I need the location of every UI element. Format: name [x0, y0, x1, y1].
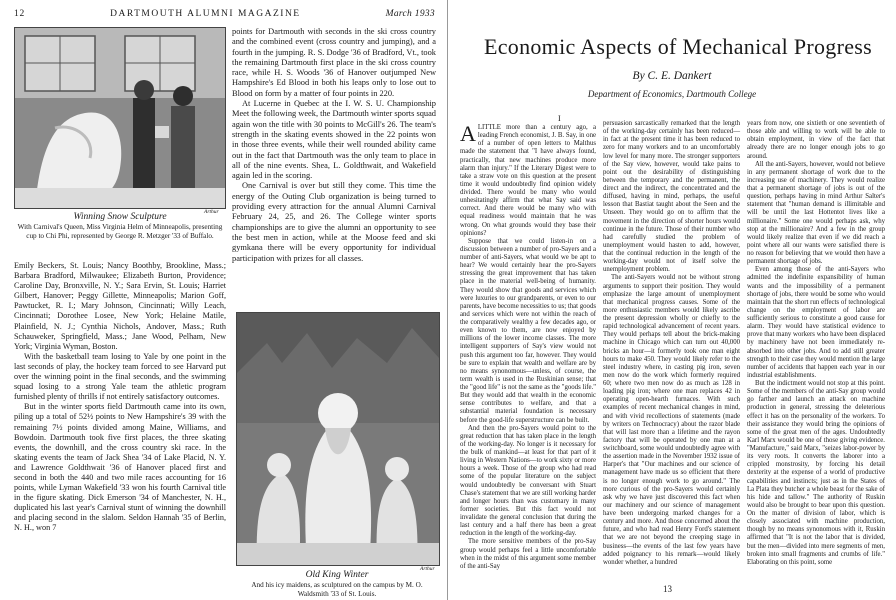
running-head — [14, 9, 435, 19]
photo1-caption — [14, 213, 226, 240]
winter-sports-paragraph: But in the winter sports field Dartmouth came into its own, piling up a total of 52½ points to New Hampshire's 39 with the remaining 7½ points divided among Maine, Williams, and Bowdoin. Dartmouth took five first places, the three skating events, the downhill, and the cross country ski race. In the skating events the team of Jack Shea '34 of Lake Placid, N. Y. and Lawrence Goldthwait '36 of Hanover placed first and second in both the 440 and two mile races accounting for 16 points, while Lyman Wakefield '33 won his fourth Carnival title in the figure skating. Dick Emerson '34 of Manchester, N. H., duplicated his last year's Carnival stunt of winning the downhill and placing second in the slalom. Seldon Hannah '35 of Berlin, N. H., won 7 — [14, 402, 226, 533]
article-col3-para3: Even among those of the anti-Sayers who admitted the indefinite expansibility of human wants and the impossibility of a permanent shortage of jobs, there would be some who would maintain that the short run effects of technological change on the employment of labor are sufficiently serious to constitute a good cause for alarm. They would have statistical evidence to prove that many workers who have been displaced by machinery have not been immediately re-absorbed into other jobs. And to add still greater strength to their case they would mention the large number of accidents that happen each year in our industrial establishments. — [747, 266, 885, 379]
article-title: Economic Aspects of Mechanical Progress — [483, 34, 873, 59]
article-col1-para1 — [460, 121, 596, 238]
photo2-caption-text: And his icy maidens, as sculptured on the campus by M. O. Waldsmith '33 of St. Louis. — [251, 581, 423, 598]
issue-date: March 1933 — [385, 9, 435, 19]
alumni-carnival-paragraph: One Carnival is over but still they come. This time the energy of the Outing Club organization is being turned to providing every attraction for the annual Alumni Carnival February 24, 25, and 26. The College winter sports championships are to give the alumni an opportunity to see the best men in action, while at the Moose feed and ski gymkana there will be every opportunity for individual participation with prizes for all classes. — [232, 181, 436, 263]
right-column-upper — [232, 27, 436, 264]
photo2-credit: Arthur — [420, 566, 435, 572]
page-number-right: 13 — [663, 584, 672, 594]
photo-winning-snow-sculpture — [14, 27, 226, 209]
snow-sculpture-image — [15, 28, 225, 208]
article-col2-para1: persuasion sarcastically remarked that the length of the working-day certainly has been reduced—in fact at the present time it has been reduced to zero for many workers and to an uncomfortably low level for many more. The stronger supporters of the Say view, however, would take pains to point out the desirability of distinguishing between the temporary and the permanent, the direct and the indirect, the concentrated and the diffused, having in mind, perhaps, the useful lesson that Bastiat taught about the Seen and the Unseen. They would go on to affirm that the movement in the direction of shorter hours would continue in the future. Those of their number who had carefully studied the problem of unemployment would hasten to add, however, that the continual reduction in the length of the working-day would not of itself solve the unemployment problem. — [603, 120, 740, 274]
photo1-credit: Arthur — [204, 209, 219, 215]
article-column-3 — [747, 120, 885, 567]
article-col2-para2: The anti-Sayers would not be without strong arguments to support their position. They would emphasize the large amount of unemployment that mechanical progress causes. Some of the more enthusiastic members would likely ascribe the present depression wholly or chiefly to the rapid technological advancement of recent years. They would perhaps tell about the brick-making machine in Chicago which can turn out 40,000 bricks an hour—it formerly took one man eight hours to make 450. They would likely refer to the steel industry where, in casting pig iron, seven men now do the work which formerly required 60; where two men now do as much as 128 in loading pig iron; where one man replaces 42 in operating open-hearth furnaces. With such examples of recent mechanical changes in mind, and with vivid recollections of statements (made by writers on Technocracy) about the razor blade that will last more than a lifetime and the rayon factory that will be operated by one man at a switchboard, some would undoubtedly agree with the assertion made in the November 1932 issue of Harper's that "Our machines and our science of management have made us so efficient that there is no longer enough work to go around." The more curious of the pro-Sayers would certainly ask why we have just discovered this fact when our machinery and our science of management have been undergoing marked changes for a century and more. And those concerned about the future, and who had read Henry Ford's statement that we are not beyond the creeping stage in business—the events of the last few years have added poignancy to his remark—would likely wonder whether, a hundred — [603, 274, 740, 566]
author-department: Department of Economics, Dartmouth College — [587, 89, 757, 99]
article-opening-text: LITTLE more than a century ago, a leading French economist, J. B. Say, in one of a number of open letters to Malthus made the statement that "I have always found, practically, that new machines produce more alarm than injury." If the Literary Digest were to take a straw vote on this question at the present time it would undoubtedly find opinion widely divided. There would be many who would unhesitatingly affirm that what Say said was correct. And there would be many who with equal readiness would maintain that he was wrong. On what grounds would they base their opinions? — [460, 124, 596, 237]
lucerne-paragraph: At Lucerne in Quebec at the I. W. S. U. Championship Meet the following week, the Dartmouth winter sports squad again won the title with 30 points to McGill's 26. The team's strength in the skating events showed in the 22 points won in those three events, while their well rounded ability came out in the fact that Dartmouth was the only team to place in all of the nine events. Shea, L. Goldthwait, and Wakefield again led in the scoring. — [232, 99, 436, 181]
photo2-title: Old King Winter — [305, 570, 369, 580]
article-column-1 — [460, 121, 596, 571]
article-col3-para4: But the indictment would not stop at this point. Some of the members of the anti-Say group would go farther and launch an attack on machine production in general, stressing the deleterious effect it has on the personality of the workers. To their assistance they would bring the opinions of some of the great men of the ages. Undoubtedly Karl Marx would be one of those giving evidence. "Manufacture," said Marx, "seizes labor-power by its very roots. It converts the laborer into a crippled monstrosity, by forcing his detail dexterity at the expense of a world of productive capabilities and instincts; just as in the States of La Plata they butcher a whole beast for the sake of his hide and tallow." The authority of Ruskin would also be brought to bear upon this question. On the matter of division of labor, which is closely associated with machine production, though by no means synonomous with it, Ruskin affirmed that "It is not the labor that is divided, but the men—divided into mere segments of men, broken into small fragments and crumbs of life." Elaborating on this point, some — [747, 380, 885, 566]
article-column-2 — [603, 120, 740, 567]
photo1-caption-text: With Carnival's Queen, Miss Virginia Helm of Minneapolis, presenting cup to Chi Phi, represented by George R. Metzger '33 of Buffalo. — [17, 223, 223, 240]
photo-old-king-winter — [236, 312, 440, 566]
article-col3-para2: All the anti-Sayers, however, would not believe in any permanent shortage of work due to the increasing use of machinery. They would realize that a permanent shortage of jobs is out of the question, perhaps having in mind Arthur Salter's statement that "human demand is illimitable and will be until the last Hottentot lives like a millionaire." Some one would perhaps ask, why stop at the millionaire? And a few in the group would likely realize that even if we did reach a point where all our wants were satisfied there is no reason for believing that we would then have a permanent shortage of jobs. — [747, 160, 885, 266]
section-number: I — [558, 114, 561, 123]
right-page — [448, 0, 896, 600]
drop-cap: A — [460, 121, 476, 146]
article-col1-para4: The more sensitive members of the pro-Say group would perhaps feel a little uncomfortable when in the midst of this argument some member of the anti-Say — [460, 538, 596, 570]
name-list: Emily Beckers, St. Louis; Nancy Boothby, Brookline, Mass.; Barbara Bradford, Milwaukee; Elizabeth Burton, Providence; Caroline Day, Bronxville, N. Y.; Sara Ervin, St. Louis; Harriet Gilbert, Hanover; Peggy Gillette, Minneapolis; Marion Goff, Pawtucket, R. I.; Mary Johnson, Cincinnati; Willy Leach, Cincinnati; Dorothee Losee, New York; Helaine Matile, Plainfield, N. J.; Cynthia Nichols, Andover, Mass.; Ruth Schauweker, Springfield, Mass.; Jane Wood, Pelham, New York; Virginia Wyman, Boston. — [14, 261, 226, 351]
basketball-paragraph: With the basketball team losing to Yale by one point in the last seconds of play, the hockey team forced to see Harvard put over the winning point in the final seconds, and the swimming squad losing to a strong Yale team the athletic program furnished plenty of thrills if not entirely satisfactory outcomes. — [14, 351, 226, 402]
points-paragraph: points for Dartmouth with seconds in the ski cross country and the combined event (cross country and jumping), and a fourth in the jumping. R. S. Dodge '36 of Bradford, Vt., took the remaining Dartmouth first place in the ski cross country race, while H. S. Woods '36 of Hanover outjumped New Hampshire's Ed Blood in both his leaps only to lose out to Blood on form by a matter of four points in 220. — [232, 27, 436, 98]
article-col1-para3: And then the pro-Sayers would point to the great reduction that has taken place in the length of the working-day. No longer is it necessary for the bulk of mankind—at least for that part of it living in Western Nations—to work sixty or more hours a week. Those of the group who had read some of the popular literature on the subject would undoubtedly be conversant with Stuart Chase's statement that we are still working harder and longer hours than was customary in many former societies. But this fact would not invalidate the general conclusion that during the last century and a half there has been a great reduction in the length of the working-day. — [460, 424, 596, 538]
old-king-winter-image — [237, 313, 439, 565]
photo1-title: Winning Snow Sculpture — [73, 212, 167, 222]
article-col1-para2: Suppose that we could listen-in on a discussion between a number of pro-Sayers and a number of anti-Sayers, what would we be apt to hear? We would certainly hear the pro-Sayers stressing the great improvement that has taken place in the material well-being of humanity. They would show that goods and services which were luxuries to our grandparents, or even to our parents, have become necessities to us; that goods and services which were not within the reach of the comparatively wealthy a few decades ago, or even known to them, are now enjoyed by millions of the lower income classes. The more intelligent supporters of Say's view would not push this argument too far, however. They would be sure to explain that wealth and welfare are by no means synonomous—unless, of course, the term wealth is used in the Ruskinian sense; that the "good life" is not the same as the "goods life." But they would add that wealth in the economic sense contributes to welfare, and that a substantial material foundation is necessary before the good-life superstructure can be built. — [460, 237, 596, 424]
left-column-lower — [14, 261, 226, 534]
page-number-left: 12 — [14, 9, 26, 19]
photo2-caption — [236, 571, 438, 598]
article-col3-para1: years from now, one sixtieth or one seventieth of those able and willing to work will be able to obtain employment, in view of the fact that already there are no longer enough jobs to go around. — [747, 120, 885, 160]
article-byline: By C. E. Dankert — [632, 70, 712, 82]
magazine-title: DARTMOUTH ALUMNI MAGAZINE — [110, 9, 301, 19]
